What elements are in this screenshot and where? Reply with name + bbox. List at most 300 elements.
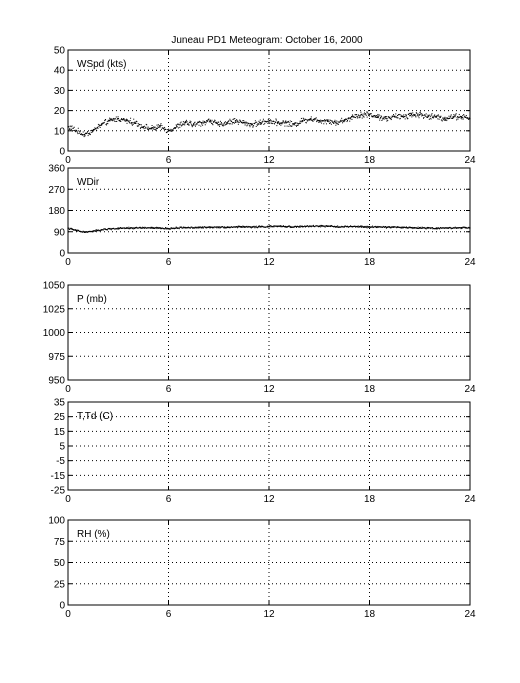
wspd-data-dot: [183, 124, 184, 125]
wspd-data-dot: [360, 115, 361, 116]
wspd-data-dot: [466, 115, 467, 116]
wspd-data-dot: [454, 115, 455, 116]
wspd-data-dot: [336, 121, 337, 122]
wspd-data-dot: [381, 120, 382, 121]
wspd-data-dot: [73, 128, 74, 129]
wdir-data-dot: [208, 227, 209, 228]
wspd-data-dot: [87, 131, 88, 132]
wspd-data-dot: [342, 120, 343, 121]
wspd-data-dot: [159, 126, 160, 127]
wspd-data-dot: [344, 119, 345, 120]
wspd-data-dot: [410, 115, 411, 116]
wspd-data-dot: [340, 120, 341, 121]
wspd-data-dot: [394, 116, 395, 117]
wspd-data-dot: [225, 124, 226, 125]
wspd-data-dot: [70, 126, 71, 127]
wdir-data-dot: [258, 226, 259, 227]
wdir-data-dot: [402, 227, 403, 228]
wspd-data-dot: [341, 118, 342, 119]
wspd-data-dot: [106, 124, 107, 125]
wdir-data-dot: [224, 226, 225, 227]
wspd-data-dot: [226, 123, 227, 124]
wspd-data-dot: [239, 122, 240, 123]
wspd-data-dot: [213, 122, 214, 123]
wspd-data-dot: [96, 128, 97, 129]
wspd-data-dot: [173, 130, 174, 131]
wspd-data-dot: [391, 119, 392, 120]
wspd-data-dot: [255, 120, 256, 121]
wspd-data-dot: [438, 116, 439, 117]
wspd-data-dot: [80, 131, 81, 132]
wspd-data-dot: [362, 118, 363, 119]
wspd-data-dot: [357, 117, 358, 118]
wspd-data-dot: [225, 121, 226, 122]
wspd-data-dot: [202, 122, 203, 123]
wspd-data-dot: [400, 118, 401, 119]
wspd-data-dot: [390, 118, 391, 119]
wspd-data-dot: [261, 123, 262, 124]
pressure-ytick-label: 1000: [42, 328, 65, 339]
wspd-data-dot: [325, 121, 326, 122]
wspd-data-dot: [227, 123, 228, 124]
wspd-data-dot: [289, 124, 290, 125]
wspd-data-dot: [230, 123, 231, 124]
wspd-data-dot: [423, 117, 424, 118]
wdir-data-dot: [420, 227, 421, 228]
wspd-data-dot: [300, 123, 301, 124]
wspd-data-dot: [414, 115, 415, 116]
wspd-data-dot: [456, 119, 457, 120]
wspd-data-dot: [273, 121, 274, 122]
wspd-xtick-label: 6: [165, 155, 172, 166]
wspd-data-dot: [188, 124, 189, 125]
wspd-data-dot: [223, 125, 224, 126]
wspd-data-dot: [356, 114, 357, 115]
wspd-data-dot: [408, 114, 409, 115]
wspd-data-dot: [229, 119, 230, 120]
wspd-data-dot: [219, 126, 220, 127]
wspd-data-dot: [147, 128, 148, 129]
wspd-data-dot: [246, 125, 247, 126]
wspd-data-dot: [349, 118, 350, 119]
wspd-data-dot: [451, 114, 452, 115]
wspd-data-dot: [84, 135, 85, 136]
wspd-data-dot: [144, 128, 145, 129]
wspd-data-dot: [340, 121, 341, 122]
wspd-data-dot: [161, 123, 162, 124]
wdir-data-dot: [238, 227, 239, 228]
wspd-data-dot: [418, 115, 419, 116]
wspd-data-dot: [182, 124, 183, 125]
wspd-data-dot: [318, 120, 319, 121]
wdir-data-dot: [274, 226, 275, 227]
wdir-data-dot: [422, 227, 423, 228]
wspd-data-dot: [453, 117, 454, 118]
wspd-data-dot: [346, 119, 347, 120]
wdir-data-dot: [134, 228, 135, 229]
wspd-data-dot: [206, 122, 207, 123]
wspd-data-dot: [237, 121, 238, 122]
wspd-data-dot: [268, 119, 269, 120]
wspd-data-dot: [91, 130, 92, 131]
wspd-data-dot: [138, 125, 139, 126]
wspd-data-dot: [77, 133, 78, 134]
wspd-data-dot: [83, 131, 84, 132]
wspd-data-dot: [164, 129, 165, 130]
wdir-data-dot: [393, 226, 394, 227]
wspd-data-dot: [133, 124, 134, 125]
wspd-data-dot: [136, 121, 137, 122]
wspd-data-dot: [216, 123, 217, 124]
wspd-data-dot: [129, 122, 130, 123]
wspd-data-dot: [73, 130, 74, 131]
wspd-data-dot: [286, 122, 287, 123]
wspd-data-dot: [285, 120, 286, 121]
wspd-data-dot: [448, 118, 449, 119]
wspd-data-dot: [288, 126, 289, 127]
wspd-data-dot: [120, 121, 121, 122]
wspd-data-dot: [233, 118, 234, 119]
wspd-data-dot: [284, 122, 285, 123]
temp-xtick-label: 12: [263, 494, 275, 505]
wspd-data-dot: [207, 121, 208, 122]
wdir-data-dot: [210, 227, 211, 228]
wspd-data-dot: [141, 124, 142, 125]
wspd-data-dot: [409, 115, 410, 116]
wspd-data-dot: [139, 124, 140, 125]
wspd-data-dot: [68, 126, 69, 127]
wspd-data-dot: [414, 114, 415, 115]
wspd-data-dot: [410, 113, 411, 114]
wdir-data-dot: [120, 227, 121, 228]
wspd-data-dot: [253, 126, 254, 127]
wspd-data-dot: [220, 124, 221, 125]
wspd-data-dot: [138, 123, 139, 124]
wspd-data-dot: [94, 127, 95, 128]
wspd-data-dot: [179, 127, 180, 128]
wspd-data-dot: [437, 118, 438, 119]
wspd-data-dot: [155, 129, 156, 130]
wspd-data-dot: [243, 120, 244, 121]
wspd-data-dot: [134, 123, 135, 124]
wspd-data-dot: [426, 113, 427, 114]
wspd-data-dot: [359, 117, 360, 118]
wspd-data-dot: [247, 124, 248, 125]
wdir-data-dot: [461, 228, 462, 229]
wspd-data-dot: [232, 122, 233, 123]
wspd-data-dot: [372, 116, 373, 117]
wspd-data-dot: [208, 119, 209, 120]
wspd-data-dot: [256, 126, 257, 127]
wdir-data-dot: [401, 228, 402, 229]
wdir-data-dot: [144, 228, 145, 229]
panels: [43, 46, 476, 621]
wdir-data-dot: [219, 226, 220, 227]
wspd-data-dot: [157, 128, 158, 129]
wspd-data-dot: [89, 133, 90, 134]
wdir-data-dot: [302, 226, 303, 227]
wspd-data-dot: [116, 117, 117, 118]
wspd-data-dot: [393, 116, 394, 117]
wspd-data-dot: [354, 117, 355, 118]
wspd-data-dot: [430, 118, 431, 119]
wspd-data-dot: [153, 126, 154, 127]
wspd-data-dot: [145, 128, 146, 129]
wdir-data-dot: [365, 227, 366, 228]
wspd-data-dot: [382, 118, 383, 119]
wdir-data-dot: [287, 227, 288, 228]
wspd-data-dot: [185, 121, 186, 122]
wdir-data-dot: [82, 232, 83, 233]
wspd-data-dot: [465, 117, 466, 118]
pressure-xtick-label: 6: [165, 384, 172, 395]
wspd-data-dot: [187, 124, 188, 125]
wdir-data-dot: [213, 227, 214, 228]
wspd-data-dot: [191, 125, 192, 126]
wspd-data-dot: [391, 117, 392, 118]
wspd-data-dot: [189, 122, 190, 123]
wspd-data-dot: [371, 113, 372, 114]
wspd-data-dot: [274, 123, 275, 124]
wspd-data-dot: [184, 124, 185, 125]
wspd-data-dot: [212, 124, 213, 125]
wspd-data-dot: [367, 112, 368, 113]
wdir-data-dot: [455, 227, 456, 228]
wspd-data-dot: [347, 118, 348, 119]
wspd-data-dot: [455, 116, 456, 117]
wspd-data-dot: [270, 120, 271, 121]
wspd-data-dot: [422, 114, 423, 115]
wdir-data-dot: [179, 228, 180, 229]
wdir-xtick-label: 0: [65, 257, 71, 268]
wspd-data-dot: [109, 118, 110, 119]
temp-ytick-label: 35: [53, 397, 65, 409]
wspd-data-dot: [315, 118, 316, 119]
rh-xtick-label: 18: [363, 609, 376, 620]
wspd-data-dot: [282, 122, 283, 123]
wspd-data-dot: [313, 121, 314, 122]
wspd-data-dot: [292, 125, 293, 126]
wspd-data-dot: [376, 117, 377, 118]
wdir-data-dot: [408, 228, 409, 229]
wspd-data-dot: [379, 115, 380, 116]
wspd-data-dot: [456, 113, 457, 114]
wspd-data-dot: [377, 117, 378, 118]
wspd-data-dot: [116, 121, 117, 122]
wspd-data-dot: [300, 121, 301, 122]
pressure-xtick-label: 18: [363, 384, 376, 395]
temp-ytick-label: 15: [53, 426, 65, 438]
wspd-data-dot: [154, 127, 155, 128]
wspd-data-dot: [171, 130, 172, 131]
wspd-data-dot: [450, 116, 451, 117]
wspd-data-dot: [189, 125, 190, 126]
wspd-data-dot: [379, 120, 380, 121]
wspd-data-dot: [242, 120, 243, 121]
wspd-data-dot: [99, 124, 100, 125]
wspd-data-dot: [170, 130, 171, 131]
wspd-data-dot: [306, 119, 307, 120]
wspd-data-dot: [131, 122, 132, 123]
wspd-data-dot: [355, 114, 356, 115]
wspd-data-dot: [452, 118, 453, 119]
wspd-data-dot: [380, 117, 381, 118]
wspd-data-dot: [202, 125, 203, 126]
wspd-data-dot: [363, 116, 364, 117]
wspd-data-dot: [117, 118, 118, 119]
temp-xtick-label: 0: [65, 494, 71, 505]
wspd-data-dot: [343, 120, 344, 121]
wspd-data-dot: [332, 121, 333, 122]
wspd-data-dot: [238, 124, 239, 125]
wspd-data-dot: [93, 130, 94, 131]
wdir-data-dot: [324, 226, 325, 227]
wspd-data-dot: [226, 124, 227, 125]
wspd-data-dot: [320, 120, 321, 121]
wspd-data-dot: [439, 119, 440, 120]
wdir-data-dot: [325, 227, 326, 228]
wspd-data-dot: [245, 122, 246, 123]
wspd-data-dot: [175, 128, 176, 129]
pressure-xtick-label: 0: [65, 384, 71, 395]
pressure-ytick-label: 1025: [42, 304, 65, 316]
wspd-data-dot: [204, 122, 205, 123]
wspd-data-dot: [276, 120, 277, 121]
wspd-data-dot: [329, 121, 330, 122]
wspd-data-dot: [137, 126, 138, 127]
wspd-data-dot: [124, 119, 125, 120]
wspd-data-dot: [155, 127, 156, 128]
wspd-data-dot: [175, 127, 176, 128]
wdir-data-dot: [202, 226, 203, 227]
wdir-data-dot: [350, 225, 351, 226]
wspd-data-dot: [76, 131, 77, 132]
wspd-data-dot: [174, 127, 175, 128]
wspd-data-dot: [469, 117, 470, 118]
wspd-data-dot: [96, 130, 97, 131]
wdir-data-dot: [140, 227, 141, 228]
wspd-data-dot: [224, 125, 225, 126]
wspd-data-dot: [412, 115, 413, 116]
wdir-ytick-label: 180: [48, 206, 65, 217]
wspd-data-dot: [268, 121, 269, 122]
wspd-data-dot: [158, 124, 159, 125]
wspd-data-dot: [111, 120, 112, 121]
wspd-data-dot: [240, 120, 241, 121]
wspd-data-dot: [219, 124, 220, 125]
wspd-data-dot: [321, 123, 322, 124]
wspd-data-dot: [431, 113, 432, 114]
wspd-data-dot: [432, 117, 433, 118]
wspd-data-dot: [363, 114, 364, 115]
wspd-data-dot: [437, 115, 438, 116]
wdir-data-dot: [450, 227, 451, 228]
wspd-data-dot: [461, 118, 462, 119]
wspd-xtick-label: 0: [65, 155, 71, 166]
temp-panel: [51, 398, 476, 506]
wspd-data-dot: [427, 117, 428, 118]
wdir-data-dot: [321, 225, 322, 226]
wspd-data-dot: [283, 121, 284, 122]
wdir-data-dot: [337, 227, 338, 228]
wspd-data-dot: [69, 128, 70, 129]
wdir-ytick-label: 0: [59, 248, 65, 260]
wspd-data-dot: [184, 123, 185, 124]
wspd-data-dot: [367, 117, 368, 118]
wspd-data-dot: [334, 122, 335, 123]
wspd-data-dot: [252, 124, 253, 125]
wspd-data-dot: [186, 121, 187, 122]
wspd-data-dot: [357, 116, 358, 117]
wdir-data-dot: [198, 226, 199, 227]
wspd-data-dot: [190, 122, 191, 123]
wdir-data-dot: [216, 226, 217, 227]
wspd-data-dot: [405, 114, 406, 115]
wdir-xtick-label: 6: [165, 257, 172, 268]
wspd-data-dot: [355, 117, 356, 118]
wspd-data-dot: [389, 117, 390, 118]
wspd-data-dot: [152, 127, 153, 128]
wspd-data-dot: [341, 121, 342, 122]
wdir-data-dot: [117, 228, 118, 229]
wspd-data-dot: [440, 116, 441, 117]
wspd-data-dot: [203, 122, 204, 123]
wspd-data-dot: [453, 114, 454, 115]
wspd-data-dot: [369, 116, 370, 117]
wspd-data-dot: [428, 115, 429, 116]
wspd-data-dot: [396, 116, 397, 117]
wspd-data-dot: [179, 124, 180, 125]
wspd-ytick-label: 0: [59, 146, 65, 158]
wspd-data-dot: [374, 115, 375, 116]
figure-title: Juneau PD1 Meteogram: October 16, 2000: [171, 35, 363, 46]
wdir-data-dot: [128, 228, 129, 229]
wspd-data-dot: [132, 125, 133, 126]
wspd-data-dot: [199, 121, 200, 122]
wspd-data-dot: [75, 131, 76, 132]
wspd-data-dot: [324, 120, 325, 121]
wspd-data-dot: [217, 124, 218, 125]
wspd-data-dot: [395, 113, 396, 114]
wspd-data-dot: [167, 129, 168, 130]
wspd-data-dot: [457, 116, 458, 117]
wdir-data-dot: [418, 227, 419, 228]
wspd-data-dot: [395, 117, 396, 118]
wspd-data-dot: [91, 132, 92, 133]
wspd-ytick-label: 50: [53, 45, 65, 57]
wspd-data-dot: [376, 115, 377, 116]
wspd-data-dot: [403, 114, 404, 115]
wspd-data-dot: [464, 117, 465, 118]
wspd-data-dot: [344, 120, 345, 121]
wdir-data-dot: [421, 228, 422, 229]
wspd-data-dot: [387, 118, 388, 119]
wdir-data-dot: [124, 227, 125, 228]
wspd-data-dot: [364, 117, 365, 118]
wspd-data-dot: [338, 121, 339, 122]
wdir-data-dot: [133, 227, 134, 228]
wdir-data-dot: [209, 226, 210, 227]
wspd-data-point: [411, 114, 412, 115]
wdir-data-dot: [226, 227, 227, 228]
wspd-data-dot: [74, 127, 75, 128]
wspd-data-dot: [71, 126, 72, 127]
wspd-data-dot: [297, 123, 298, 124]
wspd-data-dot: [409, 113, 410, 114]
wspd-data-dot: [186, 120, 187, 121]
wspd-data-dot: [424, 114, 425, 115]
wdir-data-dot: [96, 230, 97, 231]
